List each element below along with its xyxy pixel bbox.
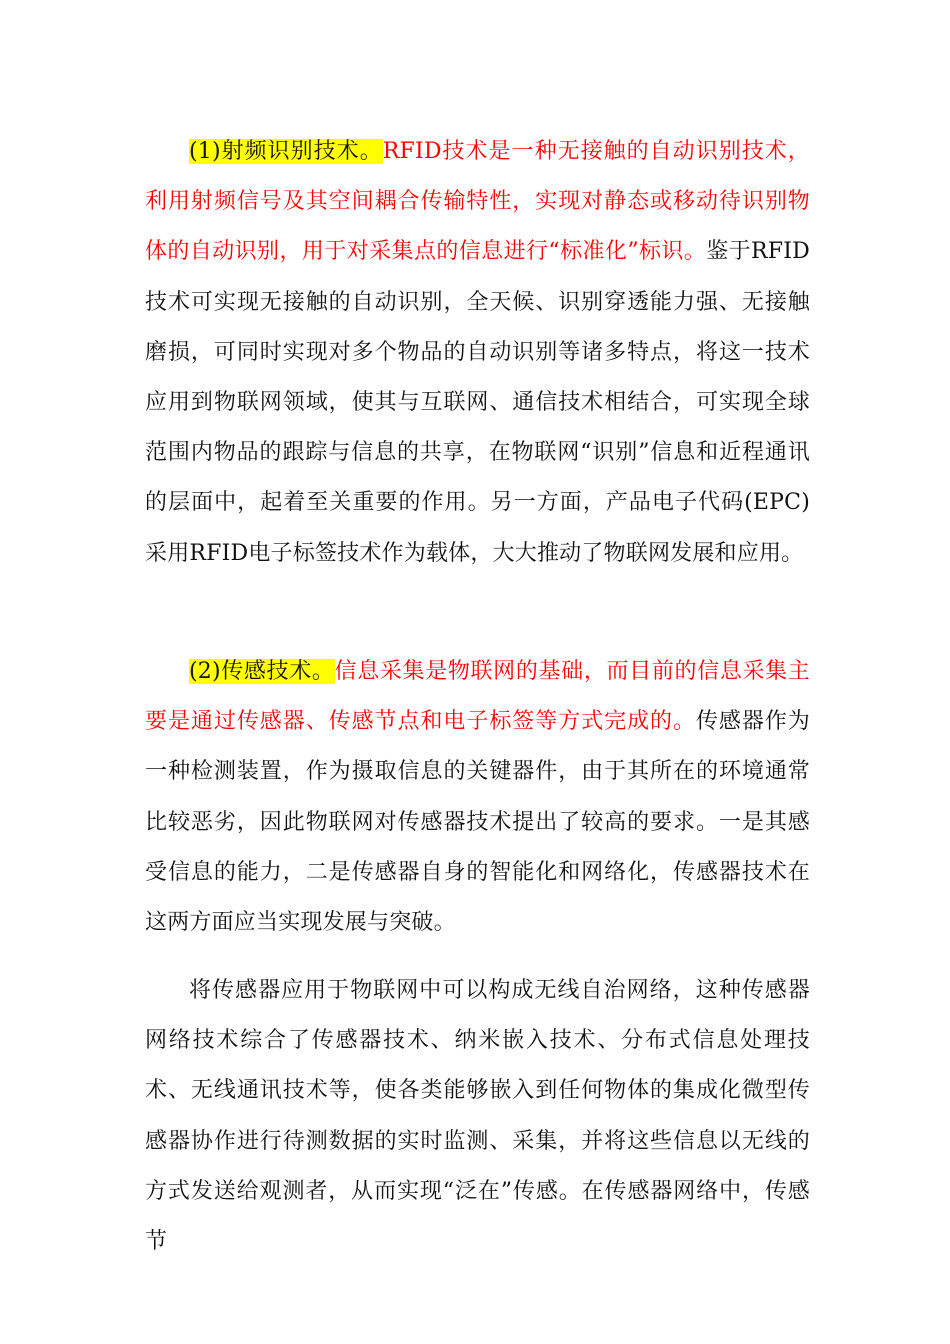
emphasis-text-sensing: 信息采集是物联网的基础，而目前的信息采集主要是通过传感器、传感节点和电子标签等方式完成的。 [145, 659, 811, 735]
section-heading-rfid: (1)射频识别技术。 [189, 139, 383, 164]
body-text-sensor-network: 将传感器应用于物联网中可以构成无线自治网络，这种传感器网络技术综合了传感器技术、纳米嵌入技术、分布式信息处理技术、无线通讯技术等，使各类能够嵌入到任何物体的集成化微型传感器协作进行待测数据的实时监测、采集，并将这些信息以无线的方式发送给观测者，从而实现“泛在”传感。在传感器网络中，传感节 [145, 978, 810, 1255]
paragraph-sensor-network [145, 966, 810, 1267]
section-heading-sensing: (2)传感技术。 [189, 659, 335, 684]
body-text-rfid: 鉴于RFID技术可实现无接触的自动识别，全天候、识别穿透能力强、无接触磨损，可同时实现对多个物品的自动识别等诸多特点，将这一技术应用到物联网领域，使其与互联网、通信技术相结合，可实现全球范围内物品的跟踪与信息的共享，在物联网“识别”信息和近程通讯的层面中，起着至关重要的作用。另一方面，产品电子代码(EPC)采用RFID电子标签技术作为载体，大大推动了物联网发展和应用。 [145, 239, 811, 566]
paragraph-rfid [145, 127, 810, 579]
paragraph-sensing [145, 647, 810, 948]
body-text-sensing: 传感器作为一种检测装置，作为摄取信息的关键器件，由于其所在的环境通常比较恶劣，因此物联网对传感器技术提出了较高的要求。一是其感受信息的能力，二是传感器自身的智能化和网络化，传感器技术在这两方面应当实现发展与突破。 [145, 709, 810, 936]
emphasis-text-rfid: RFID技术是一种无接触的自动识别技术，利用射频信号及其空间耦合传输特性，实现对静态或移动待识别物体的自动识别，用于对采集点的信息进行“标准化”标识。 [145, 139, 810, 265]
